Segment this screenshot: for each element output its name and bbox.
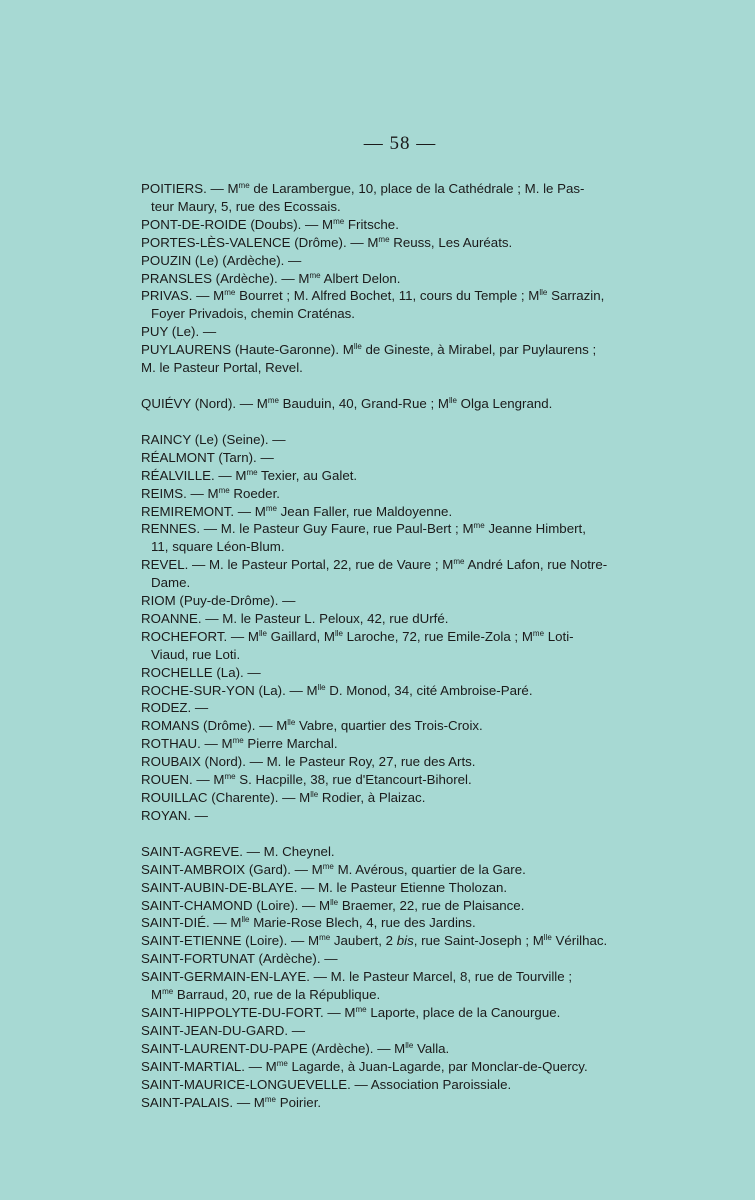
- directory-entry: ROUILLAC (Charente). — $M^{lle}$ Rodier, à Plaizac.: [141, 790, 426, 805]
- entry-continuation: 11, square Léon-Blum.: [151, 539, 285, 555]
- section-gap: [141, 413, 641, 431]
- directory-entry: SAINT-AUBIN-DE-BLAYE. — M. le Pasteur Etienne Tholozan.: [141, 879, 508, 895]
- directory-entry: QUIÉVY (Nord). — $M^{me}$ Bauduin, 40, Grand-Rue ; $M^{lle}$ Olga Lengrand.: [141, 395, 553, 411]
- directory-entry: REVEL. — M. le Pasteur Portal, 22, rue de Vaure ; $M^{me}$ André Lafon, rue Notre- Dame.: [141, 556, 641, 592]
- directory-entry: ROUEN. — $M^{me}$ S. Hacpille, 38, rue d'Etancourt-Bihorel.: [141, 772, 472, 788]
- directory-entry: RIOM (Puy-de-Drôme). —: [141, 593, 296, 609]
- directory-entry: SAINT-ETIENNE (Loire). — $M^{me}$ Jaubert, 2 bis, rue Saint-Joseph ; $M^{lle}$ Vérilhac.: [141, 933, 608, 949]
- directory-entry: SAINT-JEAN-DU-GARD. —: [141, 1022, 306, 1038]
- directory-entry: PRANSLES (Ardèche). — $M^{me}$ Albert Delon.: [141, 270, 401, 286]
- directory-entry: SAINT-GERMAIN-EN-LAYE. — M. le Pasteur Marcel, 8, rue de Tourville ; $M^{me}$ Barraud, 20, rue de la République.: [141, 968, 641, 1004]
- directory-entry: SAINT-MAURICE-LONGUEVELLE. — Association Paroissiale.: [141, 1076, 512, 1092]
- directory-entry: PONT-DE-ROIDE (Doubs). — $M^{me}$ Fritsche.: [141, 216, 399, 232]
- directory-entry: RENNES. — M. le Pasteur Guy Faure, rue Paul-Bert ; $M^{me}$ Jeanne Himbert, 11, square Léon-Blum.: [141, 520, 641, 556]
- directory-entry: SAINT-AGREVE. — M. Cheynel.: [141, 843, 335, 859]
- directory-entry: ROCHE-SUR-YON (La). — $M^{lle}$ D. Monod, 34, cité Ambroise-Paré.: [141, 682, 533, 698]
- page-number: — 58 —: [363, 133, 437, 154]
- directory-entry: REIMS. — $M^{me}$ Roeder.: [141, 485, 280, 501]
- entry-continuation: Dame.: [151, 575, 191, 591]
- directory-entry: SAINT-PALAIS. — $M^{me}$ Poirier.: [141, 1094, 322, 1110]
- directory-entry: ROUBAIX (Nord). — M. le Pasteur Roy, 27, rue des Arts.: [141, 754, 476, 770]
- directory-entry: PRIVAS. — $M^{me}$ Bourret ; M. Alfred Bochet, 11, cours du Temple ; $M^{lle}$ Sarrazin, Foyer Privadois, chemin Craténas.: [141, 287, 641, 323]
- entry-continuation: M. le Pasteur Portal, Revel.: [141, 360, 303, 376]
- directory-entry: SAINT-FORTUNAT (Ardèche). —: [141, 951, 338, 967]
- directory-entry: ROCHEFORT. — $M^{lle}$ Gaillard, $M^{lle}$ Laroche, 72, rue Emile-Zola ; $M^{me}$ Loti- Viaud, rue Loti.: [141, 628, 641, 664]
- directory-entry: SAINT-HIPPOLYTE-DU-FORT. — $M^{me}$ Laporte, place de la Canourgue.: [141, 1004, 561, 1020]
- directory-entry: ROANNE. — M. le Pasteur L. Peloux, 42, rue dUrfé.: [141, 610, 449, 626]
- section-gap: [141, 825, 641, 843]
- directory-entry: SAINT-MARTIAL. — $M^{me}$ Lagarde, à Juan-Lagarde, par Monclar-de-Quercy.: [141, 1058, 588, 1074]
- entry-continuation: teur Maury, 5, rue des Ecossais.: [151, 198, 341, 214]
- entry-continuation: $M^{me}$ Barraud, 20, rue de la République.: [151, 987, 381, 1003]
- directory-entry: RÉALMONT (Tarn). —: [141, 449, 274, 465]
- directory-entry: ROTHAU. — $M^{me}$ Pierre Marchal.: [141, 736, 338, 752]
- directory-entry: PUY (Le). —: [141, 324, 217, 340]
- directory-entry: SAINT-LAURENT-DU-PAPE (Ardèche). — $M^{lle}$ Valla.: [141, 1040, 450, 1056]
- directory-entry: ROYAN. —: [141, 807, 208, 823]
- directory-entry: SAINT-CHAMOND (Loire). — $M^{lle}$ Braemer, 22, rue de Plaisance.: [141, 897, 525, 913]
- directory-entry: SAINT-AMBROIX (Gard). — $M^{me}$ M. Avérous, quartier de la Gare.: [141, 861, 526, 877]
- directory-entry: ROMANS (Drôme). — $M^{lle}$ Vabre, quartier des Trois-Croix.: [141, 718, 483, 734]
- directory-entry: POITIERS. — $M^{me}$ de Larambergue, 10, place de la Cathédrale ; M. le Pas- teur Maury, 5, rue des Ecossais.: [141, 180, 641, 216]
- directory-entry: RÉALVILLE. — $M^{me}$ Texier, au Galet.: [141, 467, 358, 483]
- section-gap: [141, 377, 641, 395]
- directory-entry: POUZIN (Le) (Ardèche). —: [141, 252, 302, 268]
- directory-entry: RAINCY (Le) (Seine). —: [141, 431, 286, 447]
- directory-entry: RODEZ. —: [141, 700, 209, 716]
- directory-entry: PUYLAURENS (Haute-Garonne). $M^{lle}$ de Gineste, à Mirabel, par Puylaurens ; M. le Pasteur Portal, Revel.: [141, 341, 641, 377]
- directory-list: [141, 180, 641, 1111]
- directory-entry: REMIREMONT. — $M^{me}$ Jean Faller, rue Maldoyenne.: [141, 503, 453, 519]
- directory-entry: SAINT-DIÉ. — $M^{lle}$ Marie-Rose Blech, 4, rue des Jardins.: [141, 915, 476, 931]
- directory-entry: PORTES-LÈS-VALENCE (Drôme). — $M^{me}$ Reuss, Les Auréats.: [141, 234, 513, 250]
- entry-continuation: Viaud, rue Loti.: [151, 646, 241, 662]
- directory-entry: ROCHELLE (La). —: [141, 664, 261, 680]
- entry-continuation: Foyer Privadois, chemin Craténas.: [151, 306, 355, 322]
